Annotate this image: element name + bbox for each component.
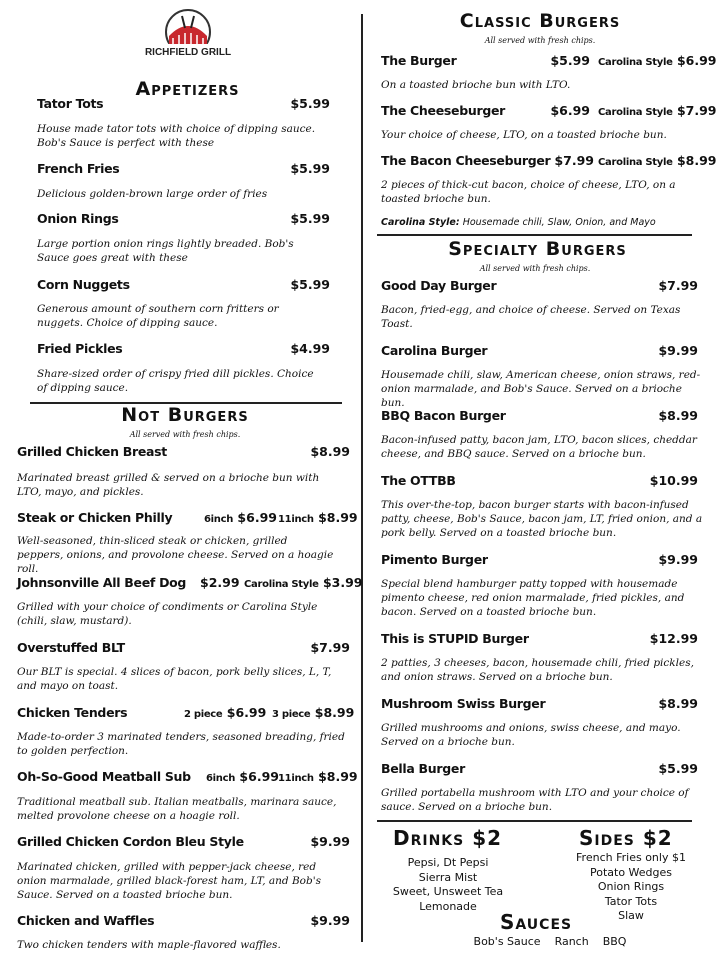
column-divider <box>361 14 363 942</box>
side-item: Potato Wedges <box>589 865 673 879</box>
menu-item-price: $12.99 <box>649 631 698 646</box>
menu-item-name: Overstuffed BLT <box>17 640 125 655</box>
brand-name: RICHFIELD GRILL <box>145 47 231 58</box>
drink-item: Pepsi, Dt Pepsi <box>407 856 489 869</box>
menu-item-price: $8.99 <box>658 408 698 423</box>
menu-item-desc: Grilled portabella mushroom with LTO and your choice of sauce. Served on a brioche bun. <box>381 787 689 813</box>
menu-item-option: 6inch $6.99 <box>206 769 279 784</box>
drink-item: Sweet, Unsweet Tea <box>392 885 504 898</box>
menu-item-option: Carolina Style $6.99 <box>598 53 717 68</box>
menu-item-name: Mushroom Swiss Burger <box>381 696 546 711</box>
sauce-item: Bob's Sauce <box>473 935 541 948</box>
drinks-list <box>388 856 508 914</box>
menu-item-desc: Grilled mushrooms and onions, swiss cheese, and mayo. Served on a brioche bun. <box>381 722 681 748</box>
carolina-style-note: Carolina Style: Housemade chili, Slaw, Onion, and Mayo <box>381 217 656 228</box>
specialty-burgers-title: Specialty Burgers <box>448 238 627 260</box>
menu-item-name: Onion Rings <box>37 211 119 226</box>
menu-item-desc: Two chicken tenders with maple-flavored waffles. <box>17 939 281 951</box>
sauces-title: Sauces <box>500 910 573 934</box>
menu-item-price: $4.99 <box>290 341 330 356</box>
menu-item-name: The Burger <box>381 53 457 68</box>
menu-item-desc: Housemade chili, slaw, American cheese, onion straws, red-onion marmalade, and Bob's Sauce. Served on a brioche bun. <box>381 369 701 409</box>
side-item: Onion Rings <box>597 880 665 893</box>
menu-item-name: The Cheeseburger <box>381 103 506 118</box>
menu-item-name: Johnsonville All Beef Dog <box>17 575 187 590</box>
sides-list <box>566 851 696 924</box>
menu-item-option: Carolina Style $8.99 <box>598 153 717 168</box>
menu-item-name: Good Day Burger <box>381 278 497 293</box>
menu-item-desc: House made tator tots with choice of dipping sauce. Bob's Sauce is perfect with these <box>37 123 316 149</box>
not-burgers-subtitle: All served with fresh chips. <box>129 430 241 439</box>
menu-item-name: Chicken and Waffles <box>17 913 155 928</box>
menu-item-desc: Well-seasoned, thin-sliced steak or chicken, grilled peppers, onions, and provolone cheese. Served on a hoagie roll. <box>17 535 334 575</box>
menu-item-price: $8.99 <box>658 696 698 711</box>
richfield-grill-logo <box>145 6 231 74</box>
appetizers-title: Appetizers <box>135 78 240 100</box>
menu-item-price: $5.99 <box>550 53 590 68</box>
side-item: French Fries only $1 <box>576 851 686 864</box>
menu-item-name: Steak or Chicken Philly <box>17 510 173 525</box>
menu-item-desc: Bacon, fried-egg, and choice of cheese. Served on Texas Toast. <box>381 304 681 330</box>
menu-item-desc: Made-to-order 3 marinated tenders, seasoned breading, fried to golden perfection. <box>17 731 345 757</box>
menu-item-name: Pimento Burger <box>381 552 488 567</box>
menu-item-name: Carolina Burger <box>381 343 488 358</box>
menu-item-name: BBQ Bacon Burger <box>381 408 506 423</box>
side-item: Tator Tots <box>604 894 658 908</box>
side-item: Slaw <box>618 909 644 922</box>
menu-item-price: $9.99 <box>658 552 698 567</box>
menu-item-price: $9.99 <box>310 913 350 928</box>
menu-item-price: $5.99 <box>658 761 698 776</box>
menu-item-option: $2.99 <box>200 575 240 590</box>
menu-item-price: $9.99 <box>310 834 350 849</box>
menu-item-desc: Traditional meatball sub. Italian meatballs, marinara sauce, melted provolone cheese on a hoagie roll. <box>17 796 337 822</box>
menu-item-price: $7.99 <box>310 640 350 655</box>
menu-item-desc: Grilled with your choice of condiments or Carolina Style (chili, slaw, mustard). <box>17 601 318 627</box>
menu-item-option: 6inch $6.99 <box>204 510 277 525</box>
menu-item-name: Grilled Chicken Cordon Bleu Style <box>17 834 244 849</box>
menu-item-name: Bella Burger <box>381 761 465 776</box>
menu-item-name: Corn Nuggets <box>37 277 130 292</box>
menu-item-price: $7.99 <box>658 278 698 293</box>
section-divider <box>377 820 692 822</box>
menu-item-price: $5.99 <box>290 211 330 226</box>
menu-item-desc: Generous amount of southern corn fritters or nuggets. Choice of dipping sauce. <box>37 303 279 329</box>
drink-item: Sierra Mist <box>418 870 478 884</box>
menu-item-option: 3 piece $8.99 <box>272 705 355 720</box>
menu-item-desc: Bacon-infused patty, bacon jam, LTO, bacon slices, cheddar cheese, and BBQ sauce. Served on a brioche bun. <box>381 434 697 460</box>
specialty-burgers-subtitle: All served with fresh chips. <box>479 264 591 273</box>
menu-item-desc: On a toasted brioche bun with LTO. <box>381 79 571 91</box>
menu-item-desc: 2 patties, 3 cheeses, bacon, housemade chili, fried pickles, and onion straws. Served on a brioche bun. <box>381 657 694 683</box>
menu-item-name: This is STUPID Burger <box>381 631 529 646</box>
menu-item-desc: Large portion onion rings lightly breaded. Bob's Sauce goes great with these <box>37 238 294 264</box>
menu-item-name: French Fries <box>37 161 120 176</box>
drink-item: Lemonade <box>419 899 477 913</box>
menu-item-price: $5.99 <box>290 161 330 176</box>
menu-item-price: $10.99 <box>649 473 698 488</box>
classic-burgers-title: Classic Burgers <box>459 10 621 32</box>
menu-item-name: Grilled Chicken Breast <box>17 444 167 459</box>
sauce-item: Ranch <box>554 935 589 948</box>
drinks-title: Drinks $2 <box>393 826 503 850</box>
classic-burgers-subtitle: All served with fresh chips. <box>484 36 596 45</box>
menu-item-desc: Delicious golden-brown large order of fries <box>37 188 268 200</box>
menu-item-price: $6.99 <box>550 103 590 118</box>
menu-item-price: $8.99 <box>310 444 350 459</box>
menu-item-desc: This over-the-top, bacon burger starts with bacon-infused patty, cheese, Bob's Sauce, bacon jam, LT, fried onion, and a pork belly. Served on a toasted brioche bun. <box>381 499 703 539</box>
menu-item-name: The OTTBB <box>381 473 456 488</box>
menu-item-desc: Share-sized order of crispy fried dill pickles. Choice of dipping sauce. <box>37 368 314 394</box>
menu-item-desc: Our BLT is special. 4 slices of bacon, pork belly slices, L, T, and mayo on toast. <box>17 666 332 692</box>
menu-item-desc: 2 pieces of thick-cut bacon, choice of cheese, LTO, on a toasted brioche bun. <box>381 179 676 205</box>
sauce-item: BBQ <box>602 935 627 948</box>
menu-item-name: Fried Pickles <box>37 341 123 356</box>
menu-item-option: Carolina Style $3.99 <box>244 575 363 590</box>
not-burgers-title: Not Burgers <box>121 404 249 426</box>
menu-item-desc: Your choice of cheese, LTO, on a toasted brioche bun. <box>381 129 667 141</box>
menu-item-desc: Marinated breast grilled & served on a brioche bun with LTO, mayo, and pickles. <box>17 472 320 498</box>
menu-item-option: 11inch $8.99 <box>278 769 358 784</box>
menu-item-price: $5.99 <box>290 277 330 292</box>
menu-item-option: 11inch $8.99 <box>278 510 358 525</box>
sauces-list <box>450 935 650 950</box>
sides-title: Sides $2 <box>579 826 673 850</box>
section-divider <box>377 234 692 236</box>
menu-item-price: $5.99 <box>290 96 330 111</box>
menu-item-name: Oh-So-Good Meatball Sub <box>17 769 191 784</box>
menu-item-desc: Marinated chicken, grilled with pepper-jack cheese, red onion marmalade, grilled black-forest ham, LT, and Bob's Sauce. Served on a toasted brioche bun. <box>17 861 321 901</box>
menu-item-option: 2 piece $6.99 <box>184 705 267 720</box>
menu-item-name: Chicken Tenders <box>17 705 128 720</box>
menu-item-price: $7.99 <box>554 153 594 168</box>
menu-item-name: The Bacon Cheeseburger <box>381 153 551 168</box>
menu-item-name: Tator Tots <box>37 96 104 111</box>
menu-item-desc: Special blend hamburger patty topped with housemade pimento cheese, red onion marmalade, fried pickles, and bacon. Served on a toasted brioche bun. <box>381 578 685 618</box>
menu-item-price: $9.99 <box>658 343 698 358</box>
menu-item-option: Carolina Style $7.99 <box>598 103 717 118</box>
